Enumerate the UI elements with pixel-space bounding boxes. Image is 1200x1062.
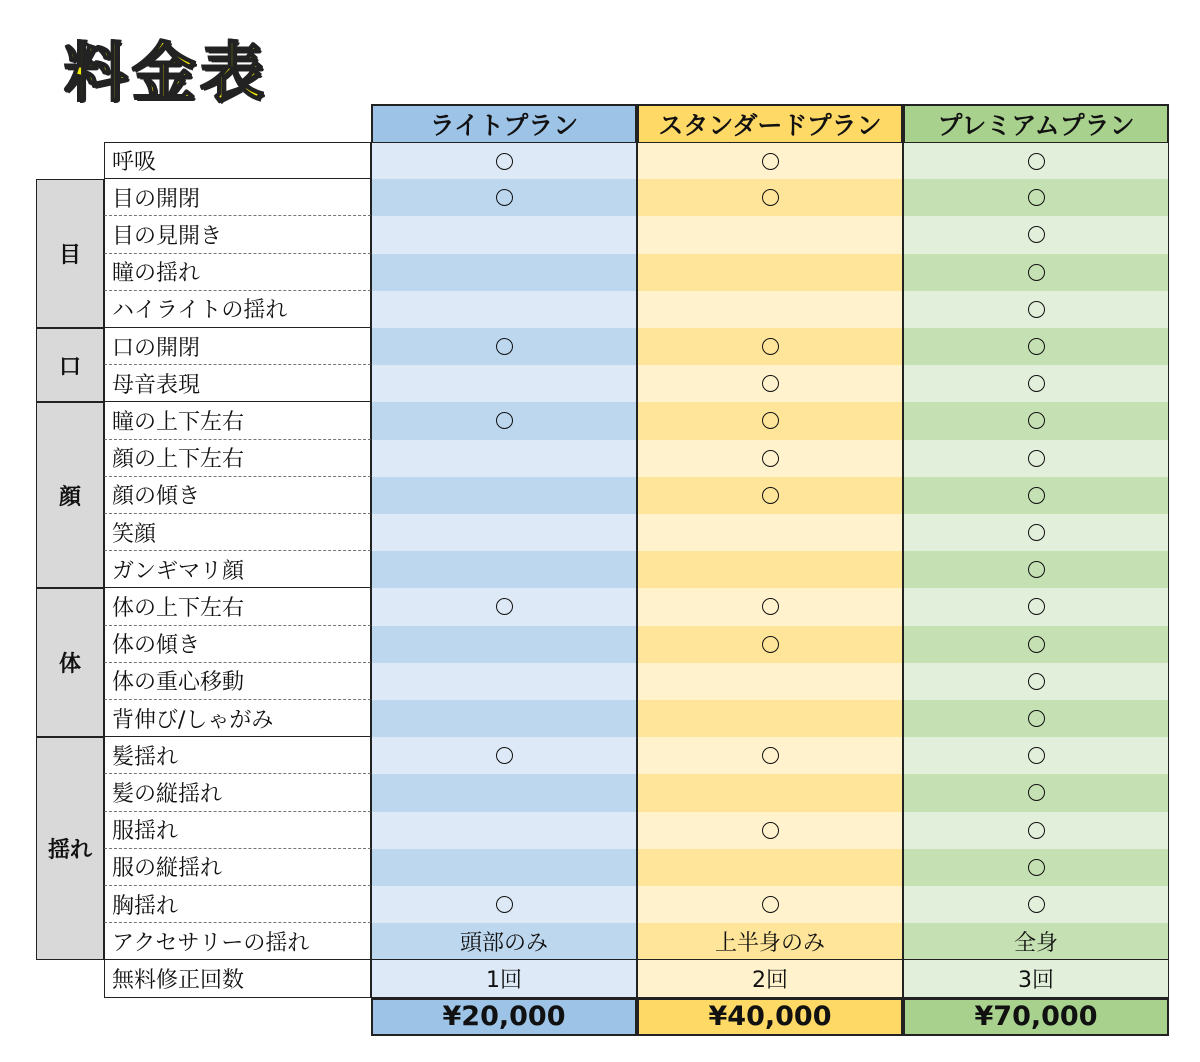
feature-cell (371, 179, 637, 216)
feature-cell (903, 254, 1169, 291)
feature-cell (637, 774, 903, 811)
included-mark (1028, 710, 1045, 727)
included-mark (1028, 561, 1045, 578)
feature-cell (371, 291, 637, 328)
row-label: 体の重心移動 (104, 663, 371, 700)
feature-cell (903, 774, 1169, 811)
included-mark (496, 338, 513, 355)
category-label: 顔 (36, 402, 104, 588)
included-mark (762, 450, 779, 467)
included-mark (496, 189, 513, 206)
feature-cell (903, 514, 1169, 551)
included-mark (1028, 524, 1045, 541)
included-mark (762, 338, 779, 355)
feature-cell (371, 477, 637, 514)
feature-cell (903, 626, 1169, 663)
included-mark (1028, 859, 1045, 876)
feature-cell (371, 812, 637, 849)
feature-cell (903, 960, 1169, 997)
feature-cell (637, 812, 903, 849)
row-label: アクセサリーの揺れ (104, 923, 371, 960)
included-mark (1028, 375, 1045, 392)
feature-cell (637, 626, 903, 663)
feature-cell (371, 849, 637, 886)
feature-cell (637, 514, 903, 551)
included-mark (1028, 189, 1045, 206)
feature-cell (903, 700, 1169, 737)
included-mark (762, 375, 779, 392)
cell-text: 上半身のみ (714, 930, 825, 956)
cell-text: 頭部のみ (459, 930, 548, 956)
plan-price: ¥70,000 (903, 998, 1169, 1036)
row-label: 髪の縦揺れ (104, 774, 371, 811)
included-mark (1028, 896, 1045, 913)
feature-cell (637, 254, 903, 291)
row-label: 胸揺れ (104, 886, 371, 923)
row-label: 服揺れ (104, 812, 371, 849)
plan-header: スタンダードプラン (637, 104, 903, 142)
feature-cell (637, 216, 903, 253)
cell-text: 3回 (1018, 967, 1054, 993)
feature-cell (903, 886, 1169, 923)
row-label: 顔の上下左右 (104, 440, 371, 477)
row-label: 母音表現 (104, 365, 371, 402)
feature-cell (903, 737, 1169, 774)
row-label: 背伸び/しゃがみ (104, 700, 371, 737)
cell-text: 全身 (1013, 930, 1058, 956)
included-mark (762, 487, 779, 504)
feature-cell (903, 328, 1169, 365)
feature-cell (371, 365, 637, 402)
feature-cell (637, 737, 903, 774)
feature-cell (903, 663, 1169, 700)
feature-cell (903, 216, 1169, 253)
feature-cell (637, 477, 903, 514)
row-label: 目の見開き (104, 216, 371, 253)
feature-cell (371, 923, 637, 960)
feature-cell (371, 960, 637, 997)
feature-cell (637, 960, 903, 997)
feature-cell (903, 923, 1169, 960)
row-label: 体の傾き (104, 626, 371, 663)
feature-cell (637, 291, 903, 328)
included-mark (1028, 673, 1045, 690)
row-label: 顔の傾き (104, 477, 371, 514)
included-mark (1028, 487, 1045, 504)
feature-cell (637, 886, 903, 923)
plan-header: プレミアムプラン (903, 104, 1169, 142)
included-mark (1028, 301, 1045, 318)
feature-cell (637, 923, 903, 960)
category-label: 揺れ (36, 737, 104, 960)
cell-text: 1回 (486, 967, 522, 993)
included-mark (1028, 784, 1045, 801)
row-label: 服の縦揺れ (104, 849, 371, 886)
feature-cell (637, 700, 903, 737)
feature-cell (371, 588, 637, 625)
included-mark (1028, 338, 1045, 355)
included-mark (762, 598, 779, 615)
included-mark (496, 598, 513, 615)
row-label: 瞳の揺れ (104, 254, 371, 291)
included-mark (762, 747, 779, 764)
feature-cell (903, 588, 1169, 625)
category-label: 口 (36, 328, 104, 402)
feature-cell (903, 365, 1169, 402)
feature-cell (371, 551, 637, 588)
included-mark (1028, 747, 1045, 764)
feature-cell (637, 142, 903, 179)
feature-cell (371, 216, 637, 253)
included-mark (1028, 226, 1045, 243)
row-label: 髪揺れ (104, 737, 371, 774)
row-label: 瞳の上下左右 (104, 402, 371, 439)
feature-cell (371, 626, 637, 663)
feature-cell (371, 254, 637, 291)
feature-cell (371, 328, 637, 365)
feature-cell (637, 402, 903, 439)
feature-cell (371, 663, 637, 700)
plan-price: ¥20,000 (371, 998, 637, 1036)
feature-cell (637, 551, 903, 588)
feature-cell (637, 328, 903, 365)
row-label: 呼吸 (104, 142, 371, 179)
feature-cell (637, 440, 903, 477)
included-mark (1028, 598, 1045, 615)
included-mark (762, 822, 779, 839)
included-mark (1028, 636, 1045, 653)
category-label: 目 (36, 179, 104, 328)
category-label: 体 (36, 588, 104, 737)
row-label: 体の上下左右 (104, 588, 371, 625)
feature-cell (637, 179, 903, 216)
page-title: 料金表 (64, 37, 268, 111)
feature-cell (903, 551, 1169, 588)
included-mark (762, 636, 779, 653)
row-label: ガンギマリ顔 (104, 551, 371, 588)
included-mark (762, 189, 779, 206)
included-mark (1028, 153, 1045, 170)
feature-cell (903, 477, 1169, 514)
included-mark (762, 896, 779, 913)
row-label: 目の開閉 (104, 179, 371, 216)
feature-cell (371, 514, 637, 551)
row-label: 口の開閉 (104, 328, 371, 365)
included-mark (1028, 822, 1045, 839)
feature-cell (903, 402, 1169, 439)
feature-cell (371, 886, 637, 923)
included-mark (496, 747, 513, 764)
feature-cell (903, 849, 1169, 886)
feature-cell (371, 774, 637, 811)
included-mark (1028, 450, 1045, 467)
feature-cell (371, 440, 637, 477)
feature-cell (371, 402, 637, 439)
included-mark (1028, 264, 1045, 281)
plan-header: ライトプラン (371, 104, 637, 142)
feature-cell (637, 849, 903, 886)
plan-price: ¥40,000 (637, 998, 903, 1036)
feature-cell (637, 663, 903, 700)
feature-cell (903, 440, 1169, 477)
feature-cell (903, 812, 1169, 849)
included-mark (762, 153, 779, 170)
included-mark (762, 412, 779, 429)
included-mark (496, 412, 513, 429)
row-label: ハイライトの揺れ (104, 291, 371, 328)
feature-cell (903, 142, 1169, 179)
included-mark (496, 896, 513, 913)
included-mark (1028, 412, 1045, 429)
row-label: 無料修正回数 (104, 960, 371, 997)
feature-cell (903, 179, 1169, 216)
feature-cell (371, 142, 637, 179)
feature-cell (637, 365, 903, 402)
feature-cell (371, 737, 637, 774)
included-mark (496, 153, 513, 170)
feature-cell (371, 700, 637, 737)
feature-cell (637, 588, 903, 625)
row-label: 笑顔 (104, 514, 371, 551)
feature-cell (903, 291, 1169, 328)
cell-text: 2回 (752, 967, 788, 993)
